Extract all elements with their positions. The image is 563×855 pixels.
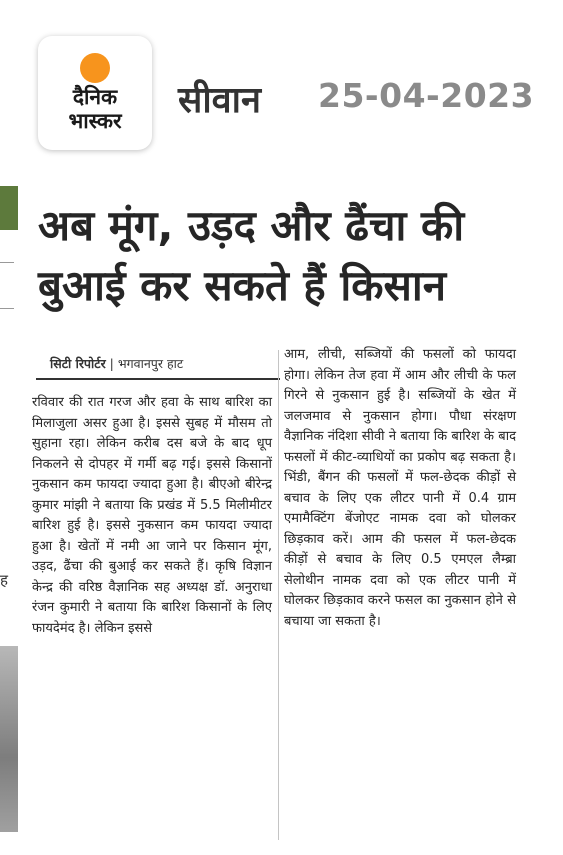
- byline: [50, 355, 282, 372]
- byline-separator: |: [105, 356, 118, 371]
- article-column-1: [32, 393, 272, 639]
- column-divider: [278, 350, 279, 840]
- logo-text-line2: भास्कर: [68, 109, 122, 133]
- byline-place: भगवानपुर हाट: [117, 356, 184, 371]
- article-column-2: [284, 345, 516, 632]
- adjacent-rule: [0, 308, 14, 309]
- edition-city: सीवान: [178, 80, 261, 121]
- adjacent-photo-fragment: [0, 646, 18, 832]
- headline-line-1: अब मूंग, उड़द और ढैंचा की: [38, 201, 465, 250]
- adjacent-photo-fragment: [0, 186, 18, 230]
- byline-reporter: सिटी रिपोर्टर: [50, 356, 106, 371]
- sun-icon: [80, 53, 110, 83]
- headline-line-2: बुआई कर सकते हैं किसान: [38, 261, 447, 310]
- column-2-text: आम, लीची, सब्जियों की फसलों को फायदा होगा। लेकिन तेज हवा में आम और लीची के फल गिरने से नुकसान हुई है। सब्जियों के खेत में जलजमाव से नुकसान होगा। पौधा संरक्षण वैज्ञानिक नंदिशा सीवी ने बताया कि बारिश के बाद फसलों में कीट-व्याधियों का प्रकोप बढ़ सकता है। भिंडी, बैंगन की फसलों में फल-छेदक कीड़ों से बचाव के लिए एक लीटर पानी में 0.4 ग्राम एमामैक्टिंग बेंजोएट नामक दवा को घोलकर छिड़काव करें। आम की फसल में फल-छेदक कीड़ों से बचाव के लिए 0.5 एमएल लैम्ब्रा सेलोथीन नामक दवा को एक लीटर पानी में घोलकर छिड़काव करने फसल का नुकसान होने से बचाया जा सकता है।: [284, 347, 516, 629]
- adjacent-text-fragment: ह: [0, 571, 8, 589]
- logo-text-line1: दैनिक: [72, 85, 118, 109]
- dainik-bhaskar-logo: [38, 36, 152, 150]
- edition-date: 25-04-2023: [318, 76, 535, 115]
- article-headline: [38, 196, 558, 316]
- column-1-text: रविवार की रात गरज और हवा के साथ बारिश का मिलाजुला असर हुआ है। इससे सुबह में मौसम तो सुहाना रहा। लेकिन करीब दस बजे के बाद धूप निकलने से दोपहर में गर्मी बढ़ गई। इससे किसानों नुकसान कम फायदा ज्यादा हुआ है। बीएओ बीरेन्द्र कुमार मांझी ने बताया कि प्रखंड में 5.5 मिलीमीटर बारिश हुई है। इससे नुकसान कम फायदा ज्यादा हुआ है। खेतों में नमी आ जाने पर किसान मूंग, उड़द, ढैंचा की बुआई कर सकते हैं। कृषि विज्ञान केन्द्र की वरिष्ठ वैज्ञानिक सह अध्यक्ष डॉ. अनुराधा रंजन कुमारी ने बताया कि बारिश किसानों के लिए फायदेमंद है। लेकिन इससे: [32, 395, 272, 636]
- adjacent-rule: [0, 262, 14, 263]
- byline-rule: [36, 378, 280, 380]
